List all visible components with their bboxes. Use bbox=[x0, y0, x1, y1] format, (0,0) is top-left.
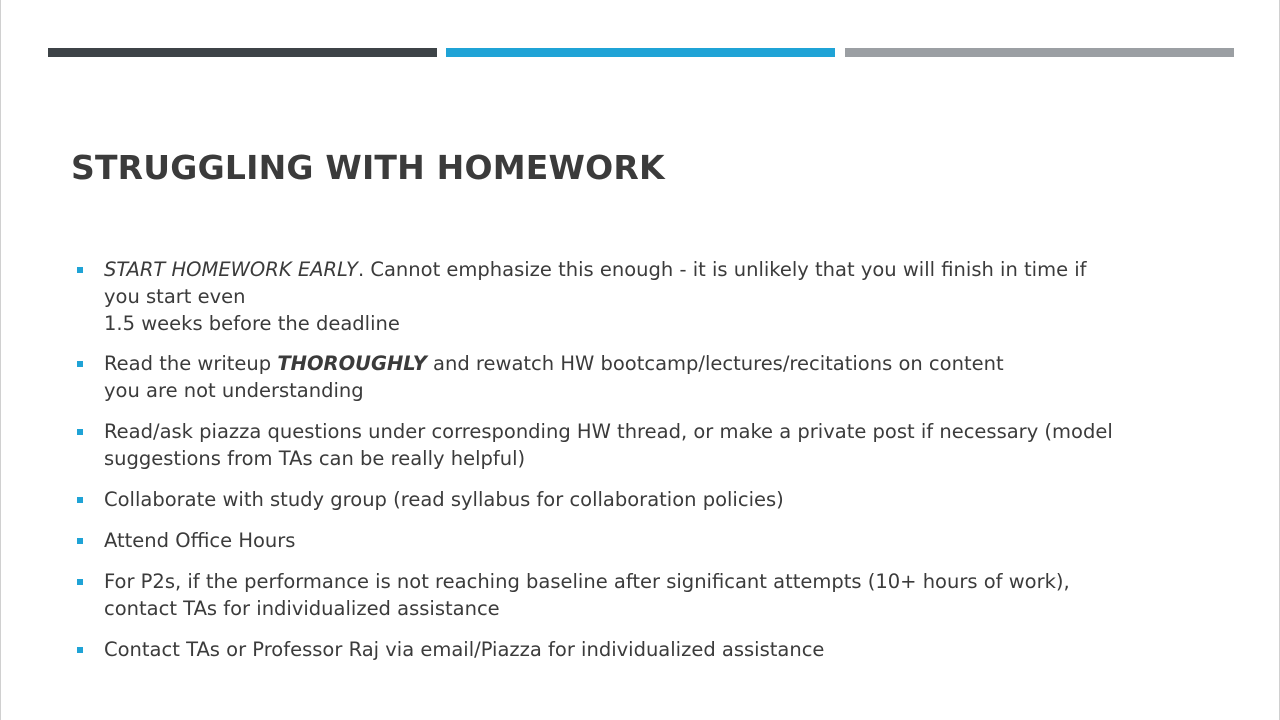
bullet-line: you are not understanding bbox=[104, 379, 364, 402]
bullet-square-icon bbox=[77, 538, 83, 544]
header-bar-dark bbox=[48, 48, 437, 57]
header-bar-light bbox=[845, 48, 1234, 57]
bullet-text: . Cannot emphasize this enough - it is unlikely that you will finish in time if bbox=[357, 258, 1087, 281]
bullet-text: and rewatch HW bootcamp/lectures/recitations on content bbox=[426, 352, 1004, 375]
bullet-line: contact TAs for individualized assistance bbox=[104, 597, 500, 620]
bullet-square-icon bbox=[77, 497, 83, 503]
bullet-emphasis: THOROUGHLY bbox=[277, 352, 427, 375]
bullet-read-writeup bbox=[76, 350, 1216, 404]
bullet-piazza-questions bbox=[76, 418, 1216, 472]
bullet-text: Read the writeup bbox=[104, 352, 278, 375]
bullet-study-group bbox=[76, 486, 1216, 513]
bullet-line: Contact TAs or Professor Raj via email/Piazza for individualized assistance bbox=[104, 638, 825, 661]
bullet-line bbox=[104, 256, 1216, 283]
header-bar-accent bbox=[446, 48, 835, 57]
bullet-square-icon bbox=[77, 361, 83, 367]
bullet-square-icon bbox=[77, 579, 83, 585]
bullet-line: suggestions from TAs can be really helpful) bbox=[104, 447, 526, 470]
bullet-p2s-baseline bbox=[76, 568, 1216, 622]
bullet-list bbox=[76, 256, 1216, 663]
bullet-line bbox=[104, 350, 1216, 377]
bullet-line: Collaborate with study group (read syllabus for collaboration policies) bbox=[104, 488, 784, 511]
bullet-line: Read/ask piazza questions under corresponding HW thread, or make a private post if necessary (model bbox=[104, 420, 1113, 443]
slide-title: STRUGGLING WITH HOMEWORK bbox=[71, 148, 665, 187]
bullet-line: 1.5 weeks before the deadline bbox=[104, 312, 400, 335]
bullet-line: For P2s, if the performance is not reaching baseline after significant attempts (10+ hours of work), bbox=[104, 570, 1070, 593]
bullet-line: Attend Office Hours bbox=[104, 529, 296, 552]
bullet-contact-tas bbox=[76, 636, 1216, 663]
bullet-office-hours bbox=[76, 527, 1216, 554]
bullet-square-icon bbox=[77, 647, 83, 653]
bullet-emphasis: START HOMEWORK EARLY bbox=[104, 258, 358, 281]
bullet-line: you start even bbox=[104, 285, 246, 308]
bullet-start-early bbox=[76, 256, 1216, 337]
bullet-square-icon bbox=[77, 429, 83, 435]
bullet-square-icon bbox=[77, 267, 83, 273]
